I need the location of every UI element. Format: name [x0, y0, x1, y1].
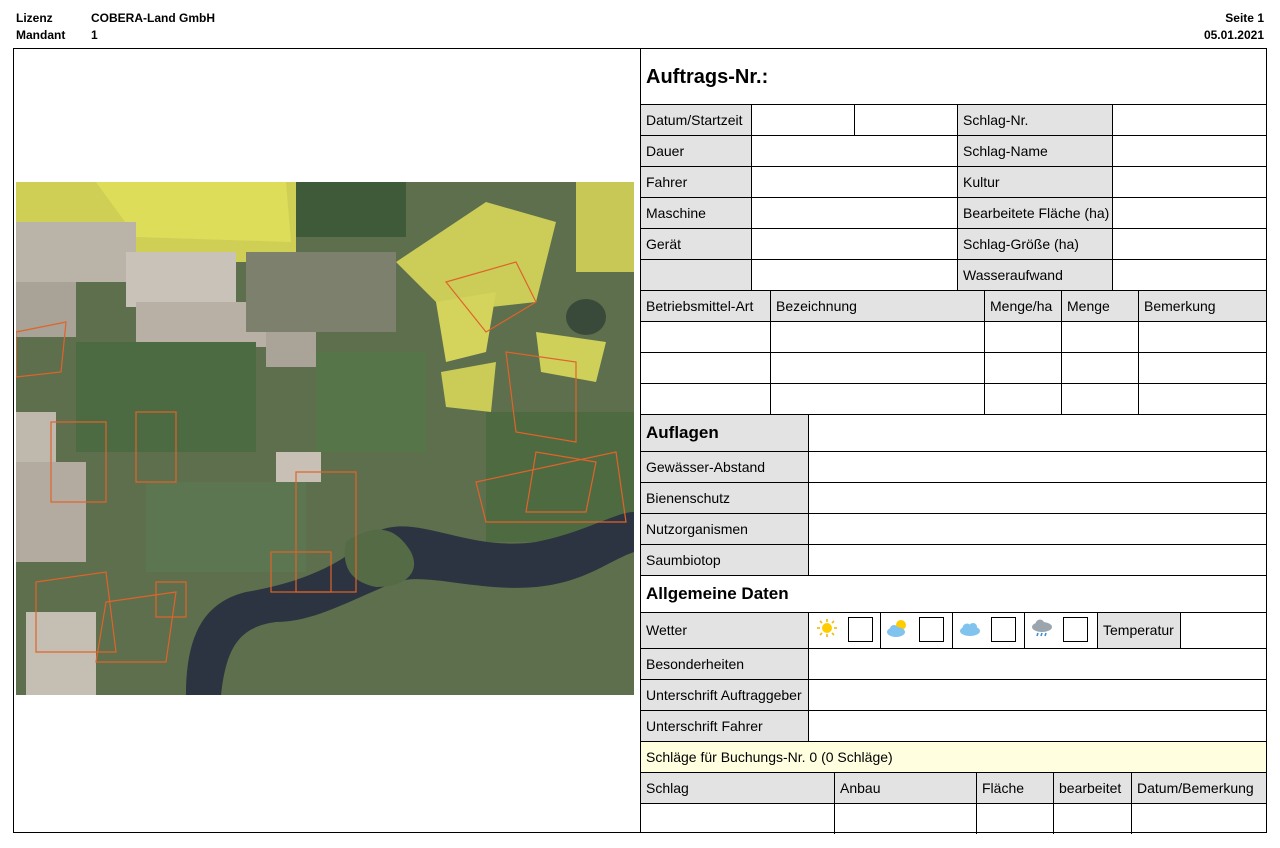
nutzorganismen-field[interactable]	[808, 514, 1266, 544]
rain-cloud-icon	[1030, 618, 1054, 638]
column-header: Bezeichnung	[770, 291, 984, 321]
allgemein-header-row	[641, 576, 1266, 613]
wetter-row	[641, 613, 1266, 649]
table-cell[interactable]	[770, 384, 984, 414]
kultur-label: Kultur	[957, 167, 1112, 197]
schlag-name-label: Schlag-Name	[957, 136, 1112, 166]
dauer-field[interactable]	[751, 136, 957, 166]
cloud-icon	[958, 618, 982, 638]
table-cell[interactable]	[1053, 804, 1131, 834]
bienenschutz-field[interactable]	[808, 483, 1266, 513]
form-row-dauer	[641, 136, 1266, 167]
weather-option-sun	[808, 613, 880, 648]
unterschrift-auftraggeber-label: Unterschrift Auftraggeber	[641, 680, 808, 710]
unterschrift-fahrer-label: Unterschrift Fahrer	[641, 711, 808, 741]
aerial-map-image	[16, 182, 634, 695]
datum-field[interactable]	[751, 105, 854, 135]
table-cell[interactable]	[770, 353, 984, 383]
form-row-geraet	[641, 229, 1266, 260]
column-header: Fläche	[976, 773, 1053, 803]
table-cell[interactable]	[641, 353, 770, 383]
temperatur-label: Temperatur	[1097, 613, 1180, 648]
weather-option-rain	[1024, 613, 1097, 648]
table-cell[interactable]	[1131, 804, 1266, 834]
client-value: 1	[91, 28, 98, 42]
schlag-row	[641, 804, 1266, 834]
auflagen-row	[641, 514, 1266, 545]
table-cell[interactable]	[1061, 322, 1138, 352]
betriebsmittel-row	[641, 353, 1266, 384]
schlaege-banner-row	[641, 742, 1266, 773]
column-header: Menge/ha	[984, 291, 1061, 321]
column-header: Bemerkung	[1138, 291, 1266, 321]
empty-label-cell	[641, 260, 751, 290]
bearbeitete-flaeche-label: Bearbeitete Fläche (ha)	[957, 198, 1112, 228]
weather-option-cloud	[952, 613, 1024, 648]
license-value: COBERA-Land GmbH	[91, 11, 215, 25]
table-cell[interactable]	[1061, 353, 1138, 383]
schlag-header-row	[641, 773, 1266, 804]
weather-sun-checkbox[interactable]	[848, 617, 873, 642]
table-cell[interactable]	[1138, 384, 1266, 414]
license-label: Lizenz	[16, 11, 53, 25]
unterschrift-auftraggeber-field[interactable]	[808, 680, 1266, 710]
auflagen-title: Auflagen	[641, 415, 808, 451]
geraet-field[interactable]	[751, 229, 957, 259]
auflagen-row	[641, 483, 1266, 514]
bienenschutz-label: Bienenschutz	[641, 483, 808, 513]
column-header: Datum/Bemerkung	[1131, 773, 1266, 803]
dauer-label: Dauer	[641, 136, 751, 166]
schlaege-banner: Schläge für Buchungs-Nr. 0 (0 Schläge)	[646, 749, 893, 765]
table-cell[interactable]	[834, 804, 976, 834]
print-date: 05.01.2021	[1203, 28, 1264, 42]
allgemeine-daten-title: Allgemeine Daten	[646, 584, 789, 603]
schlag-groesse-field[interactable]	[1112, 229, 1266, 259]
schlag-nr-label: Schlag-Nr.	[957, 105, 1112, 135]
fahrer-field[interactable]	[751, 167, 957, 197]
schlag-nr-field[interactable]	[1112, 105, 1266, 135]
auflagen-header-row	[641, 415, 1266, 452]
unterschrift-auftraggeber-row	[641, 680, 1266, 711]
table-cell[interactable]	[1061, 384, 1138, 414]
sun-cloud-icon	[886, 618, 910, 638]
table-cell[interactable]	[984, 353, 1061, 383]
page-number: Seite 1	[1225, 11, 1264, 25]
fahrer-label: Fahrer	[641, 167, 751, 197]
column-header: Anbau	[834, 773, 976, 803]
gewaesser-abstand-field[interactable]	[808, 452, 1266, 482]
column-header: Menge	[1061, 291, 1138, 321]
table-cell[interactable]	[976, 804, 1053, 834]
form-row-datum	[641, 105, 1266, 136]
wasseraufwand-field[interactable]	[1112, 260, 1266, 290]
datum-label: Datum/Startzeit	[641, 105, 751, 135]
page-info	[1204, 10, 1264, 44]
bearbeitete-flaeche-field[interactable]	[1112, 198, 1266, 228]
form-row-maschine	[641, 198, 1266, 229]
besonderheiten-row	[641, 649, 1266, 680]
table-cell[interactable]	[641, 804, 834, 834]
table-cell[interactable]	[984, 322, 1061, 352]
table-cell[interactable]	[641, 322, 770, 352]
unterschrift-fahrer-row	[641, 711, 1266, 742]
order-form	[641, 49, 1266, 834]
wetter-label: Wetter	[641, 613, 808, 648]
empty-field[interactable]	[751, 260, 957, 290]
maschine-label: Maschine	[641, 198, 751, 228]
nutzorganismen-label: Nutzorganismen	[641, 514, 808, 544]
form-row-fahrer	[641, 167, 1266, 198]
table-cell[interactable]	[1138, 322, 1266, 352]
saumbiotop-field[interactable]	[808, 545, 1266, 575]
betriebsmittel-header-row	[641, 291, 1266, 322]
form-row-wasser	[641, 260, 1266, 291]
gewaesser-abstand-label: Gewässer-Abstand	[641, 452, 808, 482]
wasseraufwand-label: Wasseraufwand	[957, 260, 1112, 290]
saumbiotop-label: Saumbiotop	[641, 545, 808, 575]
column-header: Betriebsmittel-Art	[641, 291, 770, 321]
table-cell[interactable]	[641, 384, 770, 414]
table-cell[interactable]	[1138, 353, 1266, 383]
client-label: Mandant	[16, 28, 66, 42]
column-header: bearbeitet	[1053, 773, 1131, 803]
column-header: Schlag	[641, 773, 834, 803]
table-cell[interactable]	[984, 384, 1061, 414]
table-cell[interactable]	[770, 322, 984, 352]
maschine-field[interactable]	[751, 198, 957, 228]
betriebsmittel-row	[641, 322, 1266, 353]
schlag-name-field[interactable]	[1112, 136, 1266, 166]
geraet-label: Gerät	[641, 229, 751, 259]
weather-rain-checkbox[interactable]	[1063, 617, 1088, 642]
kultur-field[interactable]	[1112, 167, 1266, 197]
besonderheiten-field[interactable]	[808, 649, 1266, 679]
unterschrift-fahrer-field[interactable]	[808, 711, 1266, 741]
temperatur-field[interactable]	[1180, 613, 1266, 648]
license-info	[16, 10, 215, 44]
auflagen-row	[641, 545, 1266, 576]
sun-icon	[815, 618, 839, 638]
auflagen-field[interactable]	[808, 415, 1266, 451]
order-number-title: Auftrags-Nr.:	[646, 66, 769, 88]
order-title-row	[641, 49, 1266, 105]
auflagen-row	[641, 452, 1266, 483]
weather-option-sun-cloud	[880, 613, 952, 648]
betriebsmittel-row	[641, 384, 1266, 415]
weather-sun-cloud-checkbox[interactable]	[919, 617, 944, 642]
besonderheiten-label: Besonderheiten	[641, 649, 808, 679]
schlag-groesse-label: Schlag-Größe (ha)	[957, 229, 1112, 259]
weather-cloud-checkbox[interactable]	[991, 617, 1016, 642]
startzeit-field[interactable]	[854, 105, 957, 135]
